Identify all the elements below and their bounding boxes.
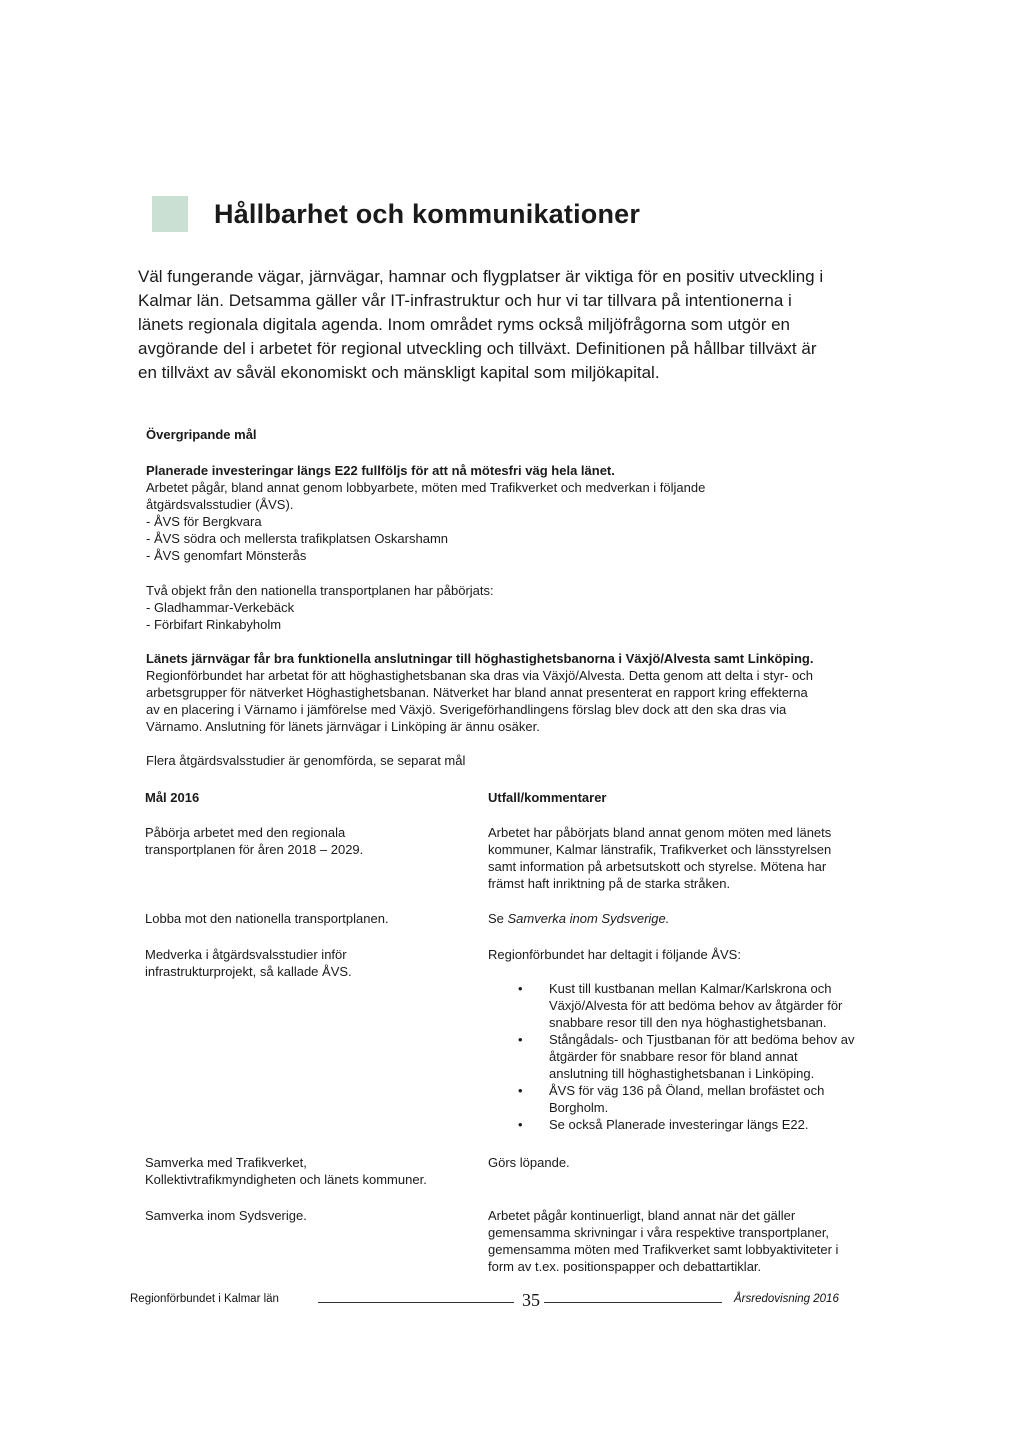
studies-note: Flera åtgärdsvalsstudier är genomförda, se separat mål <box>146 753 466 768</box>
result-line: kommuner, Kalmar länstrafik, Trafikverket och länsstyrelsen <box>488 842 832 857</box>
bullet-icon: • <box>518 1117 523 1132</box>
bullet-line: anslutning till höghastighetsbanan i Linköping. <box>549 1066 815 1081</box>
rail-line: Regionförbundet har arbetat för att höghastighetsbanan ska dras via Växjö/Alvesta. Detta genom att delta i styr- och <box>146 668 813 683</box>
bullet-line: Växjö/Alvesta för att bedöma behov av åtgärder för <box>549 998 843 1013</box>
result-line: samt information på arbetsutskott och styrelse. Mötena har <box>488 859 827 874</box>
table-header-goal: Mål 2016 <box>145 790 200 805</box>
result-line: Arbetet pågår kontinuerligt, bland annat när det gäller <box>488 1208 796 1223</box>
table-row-result <box>488 824 908 892</box>
result-line: form av t.ex. positionspapper och debattartiklar. <box>488 1259 762 1274</box>
result-line: Regionförbundet har deltagit i följande ÅVS: <box>488 947 741 962</box>
bullet-icon: • <box>518 1032 523 1047</box>
table-header-result: Utfall/kommentarer <box>488 790 607 805</box>
national-line: Två objekt från den nationella transportplanen har påbörjats: <box>146 583 494 598</box>
list-item <box>518 1031 898 1082</box>
table-row-result <box>488 1207 908 1275</box>
intro-line: länets regionala digitala agenda. Inom området ryms också miljöfrågorna som utgör en <box>138 315 791 334</box>
e22-line: - ÅVS genomfart Mönsterås <box>146 548 307 563</box>
table-row-result <box>488 946 908 963</box>
table-row-goal <box>145 946 465 980</box>
list-item <box>518 980 898 1031</box>
table-row-goal <box>145 1154 465 1188</box>
result-reference: Samverka inom Sydsverige. <box>507 911 670 926</box>
rail-line: av en placering i Värnamo i jämförelse med Växjö. Sverigeförhandlingens förslag blev dock att den ska dras via <box>146 702 787 717</box>
bullet-line: ÅVS för väg 136 på Öland, mellan brofästet och <box>549 1083 825 1098</box>
table-row-goal <box>145 824 465 858</box>
goal-line: transportplanen för åren 2018 – 2029. <box>145 842 364 857</box>
table-row-goal <box>145 910 465 927</box>
e22-line: - ÅVS för Bergkvara <box>146 514 262 529</box>
result-line: gemensamma skrivningar i våra respektive transportplaner, <box>488 1225 830 1240</box>
e22-line: - ÅVS södra och mellersta trafikplatsen Oskarshamn <box>146 531 449 546</box>
section-heading <box>152 194 640 234</box>
goal-line: infrastrukturprojekt, så kallade ÅVS. <box>145 964 352 979</box>
bullet-icon: • <box>518 981 523 996</box>
intro-paragraph <box>138 265 898 385</box>
goal-line: Lobba mot den nationella transportplanen. <box>145 911 389 926</box>
e22-line: Arbetet pågår, bland annat genom lobbyarbete, möten med Trafikverket och medverkan i följande <box>146 480 706 495</box>
bullet-line: Borgholm. <box>549 1100 609 1115</box>
rail-section <box>146 650 926 735</box>
result-line: främst haft inriktning på de starka stråken. <box>488 876 731 891</box>
goal-line: Påbörja arbetet med den regionala <box>145 825 346 840</box>
footer-rule <box>318 1302 514 1303</box>
overall-goal-heading: Övergripande mål <box>146 427 257 442</box>
table-row-result <box>488 910 908 927</box>
bullet-line: Stångådals- och Tjustbanan för att bedöma behov av <box>549 1032 855 1047</box>
result-line: Görs löpande. <box>488 1155 570 1170</box>
avs-bullet-list <box>518 980 898 1133</box>
bullet-line: Kust till kustbanan mellan Kalmar/Karlskrona och <box>549 981 832 996</box>
rail-line: arbetsgrupper för nätverket Höghastighetsbanan. Nätverket har bland annat presenterat en rapport kring effekterna <box>146 685 808 700</box>
heading-marker-square <box>152 196 188 232</box>
intro-line: avgörande del i arbetet för regional utveckling och tillväxt. Definitionen på hållbar tillväxt är <box>138 339 817 358</box>
bullet-line: Se också Planerade investeringar längs E22. <box>549 1117 809 1132</box>
footer-organization: Regionförbundet i Kalmar län <box>130 1293 279 1305</box>
page-number: 35 <box>522 1290 540 1310</box>
e22-heading: Planerade investeringar längs E22 fullföljs för att nå mötesfri väg hela länet. <box>146 463 615 478</box>
footer-rule <box>544 1302 722 1303</box>
goal-line: Samverka inom Sydsverige. <box>145 1208 307 1223</box>
goal-line: Kollektivtrafikmyndigheten och länets kommuner. <box>145 1172 427 1187</box>
result-prefix: Se <box>488 911 508 926</box>
rail-heading: Länets järnvägar får bra funktionella anslutningar till höghastighetsbanorna i Växjö/Alvesta samt Linköping. <box>146 651 814 666</box>
intro-line: Kalmar län. Detsamma gäller vår IT-infrastruktur och hur vi tar tillvara på intentionerna i <box>138 291 792 310</box>
e22-line: åtgärdsvalsstudier (ÅVS). <box>146 497 294 512</box>
e22-section <box>146 462 916 564</box>
table-row-result <box>488 1154 908 1171</box>
intro-line: Väl fungerande vägar, järnvägar, hamnar och flygplatser är viktiga för en positiv utveckling i <box>138 267 824 286</box>
list-item <box>518 1116 898 1133</box>
national-line: - Gladhammar-Verkebäck <box>146 600 295 615</box>
table-row-goal <box>145 1207 465 1224</box>
national-line: - Förbifart Rinkabyholm <box>146 617 282 632</box>
goal-line: Medverka i åtgärdsvalsstudier inför <box>145 947 347 962</box>
page-title: Hållbarhet och kommunikationer <box>214 198 641 229</box>
goal-line: Samverka med Trafikverket, <box>145 1155 307 1170</box>
rail-line: Värnamo. Anslutning för länets järnvägar i Linköping är ännu osäker. <box>146 719 540 734</box>
bullet-line: snabbare resor till den nya höghastighetsbanan. <box>549 1015 827 1030</box>
bullet-icon: • <box>518 1083 523 1098</box>
national-plan-section <box>146 582 916 633</box>
bullet-line: åtgärder för snabbare resor för bland annat <box>549 1049 798 1064</box>
result-line: Arbetet har påbörjats bland annat genom möten med länets <box>488 825 832 840</box>
footer-report-title: Årsredovisning 2016 <box>734 1293 839 1305</box>
result-line: gemensamma möten med Trafikverket samt lobbyaktiviteter i <box>488 1242 839 1257</box>
intro-line: en tillväxt av såväl ekonomiskt och mänskligt kapital som miljökapital. <box>138 363 660 382</box>
list-item <box>518 1082 898 1116</box>
